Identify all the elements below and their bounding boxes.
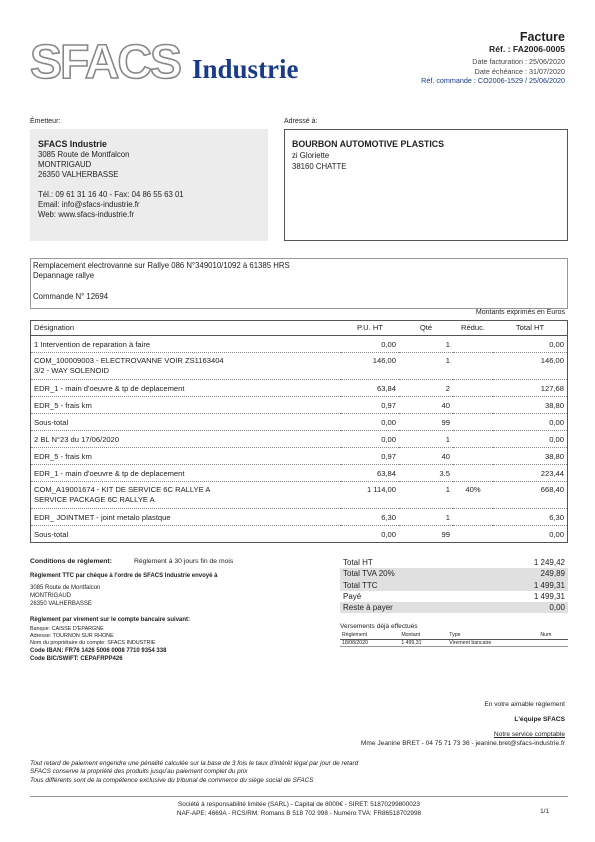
- row-unit-price: 1 114,00: [341, 481, 399, 508]
- invoice-dates: [421, 57, 565, 86]
- vers-num: [538, 639, 568, 646]
- table-row: [31, 525, 567, 542]
- total-value: 249,89: [540, 569, 565, 579]
- currency-note: Montants exprimés en Euros: [475, 309, 565, 316]
- row-quantity: 3.5: [399, 464, 453, 481]
- row-designation-line1: EDR_5 - frais km: [34, 451, 92, 461]
- row-discount: [453, 352, 493, 379]
- total-label: Total TTC: [343, 580, 378, 590]
- footer-line1: Société à responsabilité limitée (SARL) - Capital de 8000€ - SIRET: 51870299800023: [178, 801, 420, 808]
- row-unit-price: 0,97: [341, 447, 399, 464]
- emetteur-address2: MONTRIGAUD: [38, 160, 92, 169]
- row-discount: [453, 447, 493, 464]
- destinataire-address1: zi Gloriette: [292, 151, 330, 160]
- total-row: [340, 602, 568, 613]
- row-designation-line1: 1 Intervention de reparation à faire: [34, 339, 151, 349]
- total-label: Total TVA 20%: [343, 569, 395, 579]
- total-label: Reste à payer: [343, 603, 393, 613]
- row-quantity: 1: [399, 508, 453, 525]
- invoice-subject-box: [30, 258, 568, 309]
- company-logo: [30, 34, 315, 84]
- table-row: [31, 464, 567, 481]
- row-designation: [31, 335, 341, 352]
- document-title: Facture: [519, 30, 565, 44]
- row-designation: [31, 352, 341, 379]
- emetteur-box: [30, 129, 268, 241]
- order-number: Commande N° 12694: [33, 291, 109, 301]
- invoice-reference: Réf. : FA2006-0005: [489, 44, 565, 54]
- emetteur-name: SFACS Industrie: [38, 139, 107, 149]
- destinataire-label: Adressé à:: [284, 118, 318, 125]
- row-designation-line1: COM_100009003 - ELECTROVANNE VOIR ZS1163404: [34, 355, 224, 365]
- row-quantity: 99: [441, 529, 450, 539]
- payments-made-title: Versements déjà effectués: [340, 623, 418, 630]
- row-designation-line1: 2 BL N°23 du 17/06/2020: [34, 434, 120, 444]
- table-row: [31, 430, 567, 447]
- row-designation: [31, 379, 341, 396]
- row-designation-line1: Sous-total: [34, 529, 69, 539]
- row-discount: [453, 508, 493, 525]
- bic: Code BIC/SWIFT: CEPAFRPP426: [30, 656, 123, 662]
- legal-line1: Tout retard de paiement engendre une pénalité calculée sur la base de 3 fois le taux d'intérêt légal par jour de retard: [30, 760, 359, 767]
- accounting-service: Notre service comptable: [493, 731, 565, 738]
- date-echeance: Date échéance : 31/07/2020: [474, 66, 565, 76]
- row-unit-price: 0,97: [341, 396, 399, 413]
- payment-conditions-value: Règlement à 30 jours fin de mois: [133, 558, 234, 565]
- row-discount: [453, 464, 493, 481]
- vers-col-reglement: Règlement: [340, 632, 399, 639]
- table-row: [31, 352, 567, 379]
- table-row: [31, 335, 567, 352]
- invoice-lines-table: [30, 320, 568, 543]
- row-quantity: 1: [399, 335, 453, 352]
- row-total: 668,40: [493, 481, 567, 508]
- row-unit-price: 6,30: [341, 508, 399, 525]
- row-unit-price: 0,00: [341, 430, 399, 447]
- emetteur-label: Émetteur:: [30, 118, 61, 125]
- row-discount: [453, 525, 493, 542]
- table-row: [31, 413, 567, 430]
- vers-date: 18/08/2020: [340, 639, 399, 646]
- row-unit-price: 0,00: [341, 335, 399, 352]
- total-value: 1 499,31: [533, 591, 565, 601]
- iban: Code IBAN: FR76 1426 5006 0008 7710 9354 338: [30, 648, 167, 654]
- total-value: 1 249,42: [533, 558, 565, 567]
- total-value: 1 499,31: [533, 580, 565, 590]
- row-quantity: 40: [399, 447, 453, 464]
- payment-conditions-label: Conditions de règlement:: [30, 558, 112, 565]
- total-row: [340, 580, 568, 591]
- team-name: L'équipe SFACS: [514, 716, 565, 723]
- table-row: [31, 379, 567, 396]
- row-quantity: 40: [399, 396, 453, 413]
- bank-name: Banque: CAISSE D'EPARGNE: [30, 626, 104, 632]
- vers-col-montant: Montant: [399, 632, 447, 639]
- row-total: 0,00: [493, 413, 567, 430]
- emetteur-address3: 26350 VALHERBASSE: [38, 170, 119, 179]
- row-designation-line1: EDR_5 - frais km: [34, 400, 92, 410]
- bank-address: Adresse: TOURNON SUR RHONE: [30, 633, 114, 639]
- row-designation: [31, 464, 341, 481]
- row-discount: 40%: [453, 481, 493, 508]
- total-value: 0,00: [549, 603, 565, 613]
- total-row: [340, 557, 568, 568]
- row-unit-price: 0,00: [381, 529, 396, 539]
- cheque-address2: MONTRIGAUD: [30, 593, 71, 599]
- destinataire-address2: 38160 CHATTE: [292, 162, 347, 171]
- emetteur-address1: 3085 Route de Montfalcon: [38, 150, 130, 159]
- row-total: 0,00: [493, 335, 567, 352]
- row-designation: [31, 508, 341, 525]
- payment-info: [30, 558, 330, 663]
- row-designation-line1: COM_A19001674 - KIT DE SERVICE 6C RALLYE A: [34, 484, 211, 494]
- table-row: [31, 508, 567, 525]
- total-label: Total HT: [343, 558, 373, 567]
- logo-mark: SFACS: [30, 36, 181, 84]
- page-footer: [30, 796, 568, 818]
- destinataire-box: [284, 129, 568, 241]
- table-row: [31, 447, 567, 464]
- signature-block: [361, 700, 565, 748]
- vers-amount: 1 499,31: [399, 639, 447, 646]
- row-unit-price: 63,84: [341, 379, 399, 396]
- row-discount: [453, 413, 493, 430]
- row-total: 223,44: [493, 464, 567, 481]
- row-designation: [31, 525, 341, 542]
- row-total: 6,30: [493, 508, 567, 525]
- row-total: 146,00: [493, 352, 567, 379]
- row-designation: [31, 396, 341, 413]
- row-unit-price: 0,00: [341, 413, 399, 430]
- payments-made: [340, 623, 568, 647]
- row-quantity: 1: [399, 481, 453, 508]
- virement-title: Règlement par virement sur le compte bancaire suivant:: [30, 617, 191, 623]
- row-quantity: 99: [399, 413, 453, 430]
- row-quantity: 2: [399, 379, 453, 396]
- subject-line1: Remplacement electrovanne sur Rallye 086 N°349010/1092 à 61385 HRS: [33, 261, 290, 270]
- totals-block: [340, 557, 568, 613]
- col-quantity: Qté: [399, 321, 453, 335]
- row-designation-line1: EDR_1 - main d'oeuvre & tp de deplacement: [34, 383, 185, 393]
- cheque-address3: 26350 VALHERBASSE: [30, 601, 92, 607]
- row-quantity: 1: [399, 352, 453, 379]
- date-facturation: Date facturation : 25/06/2020: [472, 57, 565, 66]
- total-label: Payé: [343, 591, 362, 601]
- payment-row: [340, 639, 568, 646]
- emetteur-email: Email: info@sfacs-industrie.fr: [38, 200, 140, 209]
- row-designation: [31, 481, 341, 508]
- col-designation: Désignation: [31, 321, 341, 335]
- account-owner: Nom du propriétaire du compte: SFACS INDUSTRIE: [30, 640, 156, 646]
- table-row: [31, 396, 567, 413]
- row-total: 38,80: [493, 396, 567, 413]
- ref-commande: Réf. commande : CO2006-1529 / 25/06/2020: [421, 76, 565, 85]
- legal-line3: Tous différents sont de la compétence exclusive du tribunal de commerce du siège social de SFACS: [30, 776, 314, 784]
- row-discount: [453, 396, 493, 413]
- row-designation-line2: SERVICE PACKAGE 6C RALLYE A: [34, 494, 155, 504]
- row-designation-line1: EDR_1 - main d'oeuvre & tp de deplacement: [34, 468, 185, 478]
- col-total: Total HT: [493, 321, 567, 335]
- legal-notice: [30, 760, 450, 785]
- vers-col-type: Type: [447, 632, 538, 639]
- row-quantity: 1: [399, 430, 453, 447]
- row-total: 127,68: [493, 379, 567, 396]
- closing-line: En votre aimable règlement: [484, 701, 565, 708]
- cheque-title: Règlement TTC par chèque à l'ordre de SFACS Industrie envoyé à: [30, 573, 218, 579]
- row-designation: [31, 447, 341, 464]
- table-header-row: [31, 321, 567, 335]
- total-row: [340, 568, 568, 579]
- row-designation-line2: 3/2 - WAY SOLENOID: [34, 365, 109, 375]
- total-row: [340, 591, 568, 602]
- row-total: 0,00: [493, 430, 567, 447]
- row-unit-price: 63,84: [341, 464, 399, 481]
- row-total: 38,80: [493, 447, 567, 464]
- contact-line: Mme Jeanine BRET - 04 75 71 73 36 - jeanine.bret@sfacs-industrie.fr: [360, 740, 565, 747]
- row-unit-price: 146,00: [341, 352, 399, 379]
- vers-col-num: Num: [538, 632, 568, 639]
- emetteur-website: Web: www.sfacs-industrie.fr: [38, 210, 135, 219]
- row-designation-line1: Sous-total: [34, 417, 69, 427]
- row-designation-line1: EDR_ JOINTMET - joint metalo plastque: [34, 512, 171, 522]
- row-discount: [453, 379, 493, 396]
- row-total: 0,00: [549, 529, 564, 539]
- page-number: 1/1: [540, 808, 549, 815]
- vers-type: Virement bancaire: [447, 639, 538, 646]
- row-designation: [31, 430, 341, 447]
- row-discount: [453, 335, 493, 352]
- col-unit-price: P.U. HT: [341, 321, 399, 335]
- row-discount: [453, 430, 493, 447]
- col-discount: Réduc.: [453, 321, 493, 335]
- legal-line2: SFACS conserve la propriété des produits jusqu'au paiement complet du prix: [30, 768, 248, 776]
- row-designation: [31, 413, 341, 430]
- cheque-address1: 3085 Route de Montfalcon: [30, 585, 101, 591]
- emetteur-phone: Tél.: 09 61 31 16 40 - Fax: 04 86 55 63 01: [38, 190, 184, 199]
- logo-subtext: Industrie: [192, 54, 299, 84]
- subject-line2: Depannage rallye: [33, 271, 95, 281]
- table-row: [31, 481, 567, 508]
- payment-conditions: [30, 558, 330, 566]
- destinataire-name: BOURBON AUTOMOTIVE PLASTICS: [292, 139, 444, 149]
- footer-line2: NAF-APE: 4669A - RCS/RM: Romans B 518 702 998 - Numéro TVA: FR86518702998: [176, 809, 422, 817]
